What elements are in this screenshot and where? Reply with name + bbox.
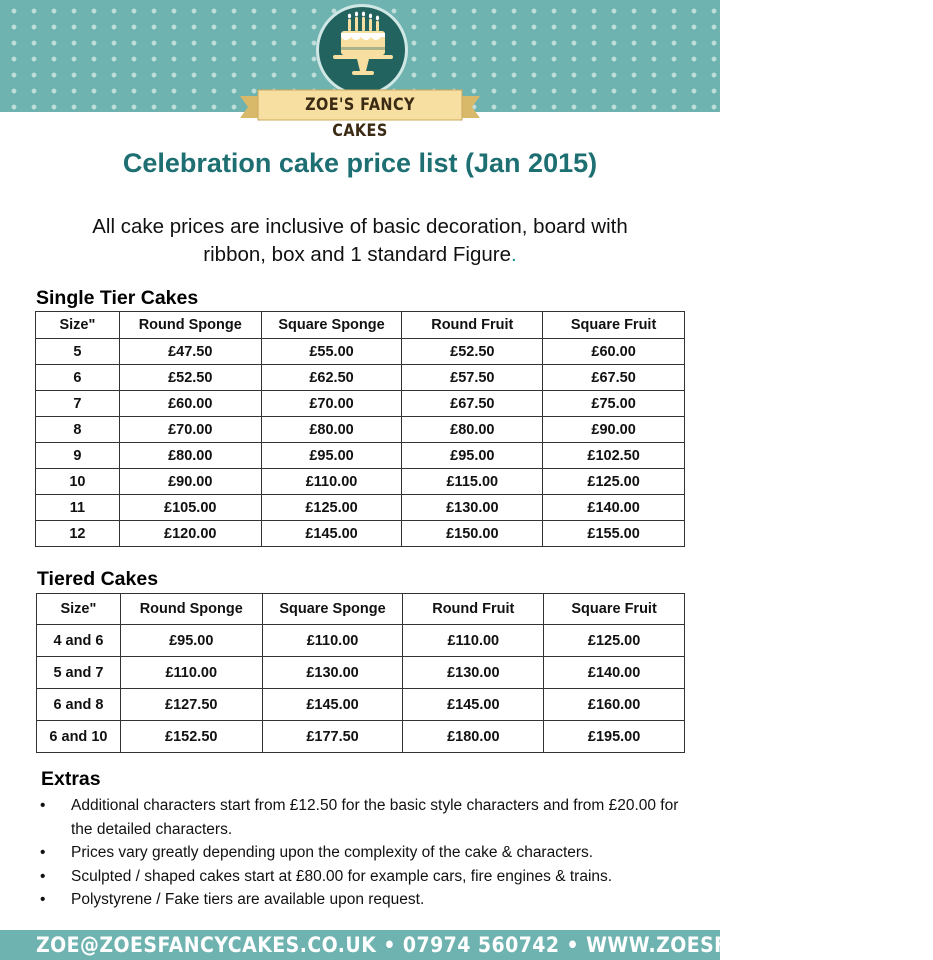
price-cell: £95.00 (261, 443, 402, 469)
column-header: Round Sponge (119, 312, 261, 339)
bullet-icon: • (40, 797, 46, 814)
price-cell: £152.50 (120, 721, 262, 753)
footer-bar (0, 930, 933, 960)
extras-item-text: Additional characters start from £12.50 for the basic style characters and from £20.00 for the detailed characters. (71, 797, 679, 838)
size-cell: 5 (36, 339, 120, 365)
size-cell: 6 and 10 (37, 721, 121, 753)
column-header: Size" (37, 594, 121, 625)
intro-line-2 (60, 241, 660, 269)
column-header: Square Fruit (544, 594, 685, 625)
page-title: Celebration cake price list (Jan 2015) (122, 148, 598, 178)
table-header-row (36, 312, 685, 339)
column-header: Round Fruit (403, 594, 544, 625)
price-cell: £67.50 (402, 391, 543, 417)
price-cell: £125.00 (544, 625, 685, 657)
size-cell: 4 and 6 (37, 625, 121, 657)
price-cell: £102.50 (543, 443, 685, 469)
price-cell: £130.00 (402, 495, 543, 521)
logo-text: ZOE'S FANCY CAKES (305, 95, 415, 141)
logo (316, 4, 408, 96)
logo-banner (240, 88, 480, 141)
price-cell: £127.50 (120, 689, 262, 721)
bullet-icon: • (40, 867, 46, 885)
column-header: Square Sponge (262, 594, 403, 625)
price-cell: £110.00 (120, 657, 262, 689)
table-row (37, 721, 685, 753)
table-row (37, 625, 685, 657)
price-cell: £195.00 (544, 721, 685, 753)
price-cell: £80.00 (261, 417, 402, 443)
price-cell: £105.00 (119, 495, 261, 521)
size-cell: 5 and 7 (37, 657, 121, 689)
tiered-heading: Tiered Cakes (37, 568, 159, 590)
table-header-row (37, 594, 685, 625)
price-cell: £57.50 (402, 365, 543, 391)
table-row (37, 657, 685, 689)
column-header: Square Fruit (543, 312, 685, 339)
price-cell: £177.50 (262, 721, 403, 753)
size-cell: 10 (36, 469, 120, 495)
price-cell: £115.00 (402, 469, 543, 495)
footer-contact: ZOE@ZOESFANCYCAKES.CO.UK • 07974 560742 • WWW.ZOESFANCYCAKES.CO.UK (36, 933, 933, 957)
list-item (40, 888, 680, 912)
bullet-icon: • (40, 891, 46, 908)
table-row (36, 417, 685, 443)
price-cell: £90.00 (543, 417, 685, 443)
price-cell: £52.50 (119, 365, 261, 391)
price-cell: £70.00 (119, 417, 261, 443)
size-cell: 12 (36, 521, 120, 547)
price-cell: £145.00 (403, 689, 544, 721)
extras-list (40, 794, 680, 912)
extras-item-text: Prices vary greatly depending upon the complexity of the cake & characters. (71, 844, 594, 861)
column-header: Size" (36, 312, 120, 339)
list-item (40, 794, 680, 841)
table-row (37, 689, 685, 721)
price-cell: £90.00 (119, 469, 261, 495)
size-cell: 11 (36, 495, 120, 521)
table-row (36, 391, 685, 417)
price-cell: £95.00 (402, 443, 543, 469)
single-tier-heading: Single Tier Cakes (36, 287, 199, 309)
extras-item-text: Sculpted / shaped cakes start at £80.00 for example cars, fire engines & trains. (71, 867, 613, 885)
price-cell: £110.00 (261, 469, 402, 495)
intro-line-2-text: ribbon, box and 1 standard Figure (203, 243, 511, 266)
price-cell: £47.50 (119, 339, 261, 365)
price-cell: £180.00 (403, 721, 544, 753)
table-row (36, 521, 685, 547)
price-cell: £55.00 (261, 339, 402, 365)
price-cell: £67.50 (543, 365, 685, 391)
cake-stand-icon (319, 7, 405, 93)
column-header: Round Fruit (402, 312, 543, 339)
price-cell: £145.00 (261, 521, 402, 547)
size-cell: 9 (36, 443, 120, 469)
price-cell: £125.00 (543, 469, 685, 495)
intro-text (60, 213, 660, 269)
price-cell: £160.00 (544, 689, 685, 721)
price-cell: £140.00 (543, 495, 685, 521)
extras-item-text: Polystyrene / Fake tiers are available upon request. (71, 891, 425, 908)
price-cell: £62.50 (261, 365, 402, 391)
price-cell: £80.00 (119, 443, 261, 469)
price-cell: £80.00 (402, 417, 543, 443)
price-cell: £140.00 (544, 657, 685, 689)
price-cell: £125.00 (261, 495, 402, 521)
price-cell: £95.00 (120, 625, 262, 657)
bullet-icon: • (40, 844, 46, 861)
size-cell: 7 (36, 391, 120, 417)
size-cell: 8 (36, 417, 120, 443)
price-cell: £150.00 (402, 521, 543, 547)
price-cell: £60.00 (543, 339, 685, 365)
table-row (36, 365, 685, 391)
column-header: Round Sponge (120, 594, 262, 625)
table-row (36, 443, 685, 469)
list-item (40, 841, 680, 865)
price-cell: £120.00 (119, 521, 261, 547)
intro-line-1: All cake prices are inclusive of basic decoration, board with (92, 215, 628, 238)
price-cell: £130.00 (262, 657, 403, 689)
single-tier-table (35, 311, 685, 547)
price-cell: £75.00 (543, 391, 685, 417)
price-cell: £52.50 (402, 339, 543, 365)
table-row (36, 469, 685, 495)
price-cell: £60.00 (119, 391, 261, 417)
tiered-table (36, 593, 685, 753)
price-cell: £110.00 (262, 625, 403, 657)
extras-heading: Extras (41, 768, 101, 790)
size-cell: 6 and 8 (37, 689, 121, 721)
size-cell: 6 (36, 365, 120, 391)
price-cell: £110.00 (403, 625, 544, 657)
price-cell: £130.00 (403, 657, 544, 689)
table-row (36, 495, 685, 521)
price-cell: £145.00 (262, 689, 403, 721)
list-item (40, 865, 680, 889)
intro-end: . (511, 243, 517, 266)
price-cell: £70.00 (261, 391, 402, 417)
table-row (36, 339, 685, 365)
price-cell: £155.00 (543, 521, 685, 547)
column-header: Square Sponge (261, 312, 402, 339)
